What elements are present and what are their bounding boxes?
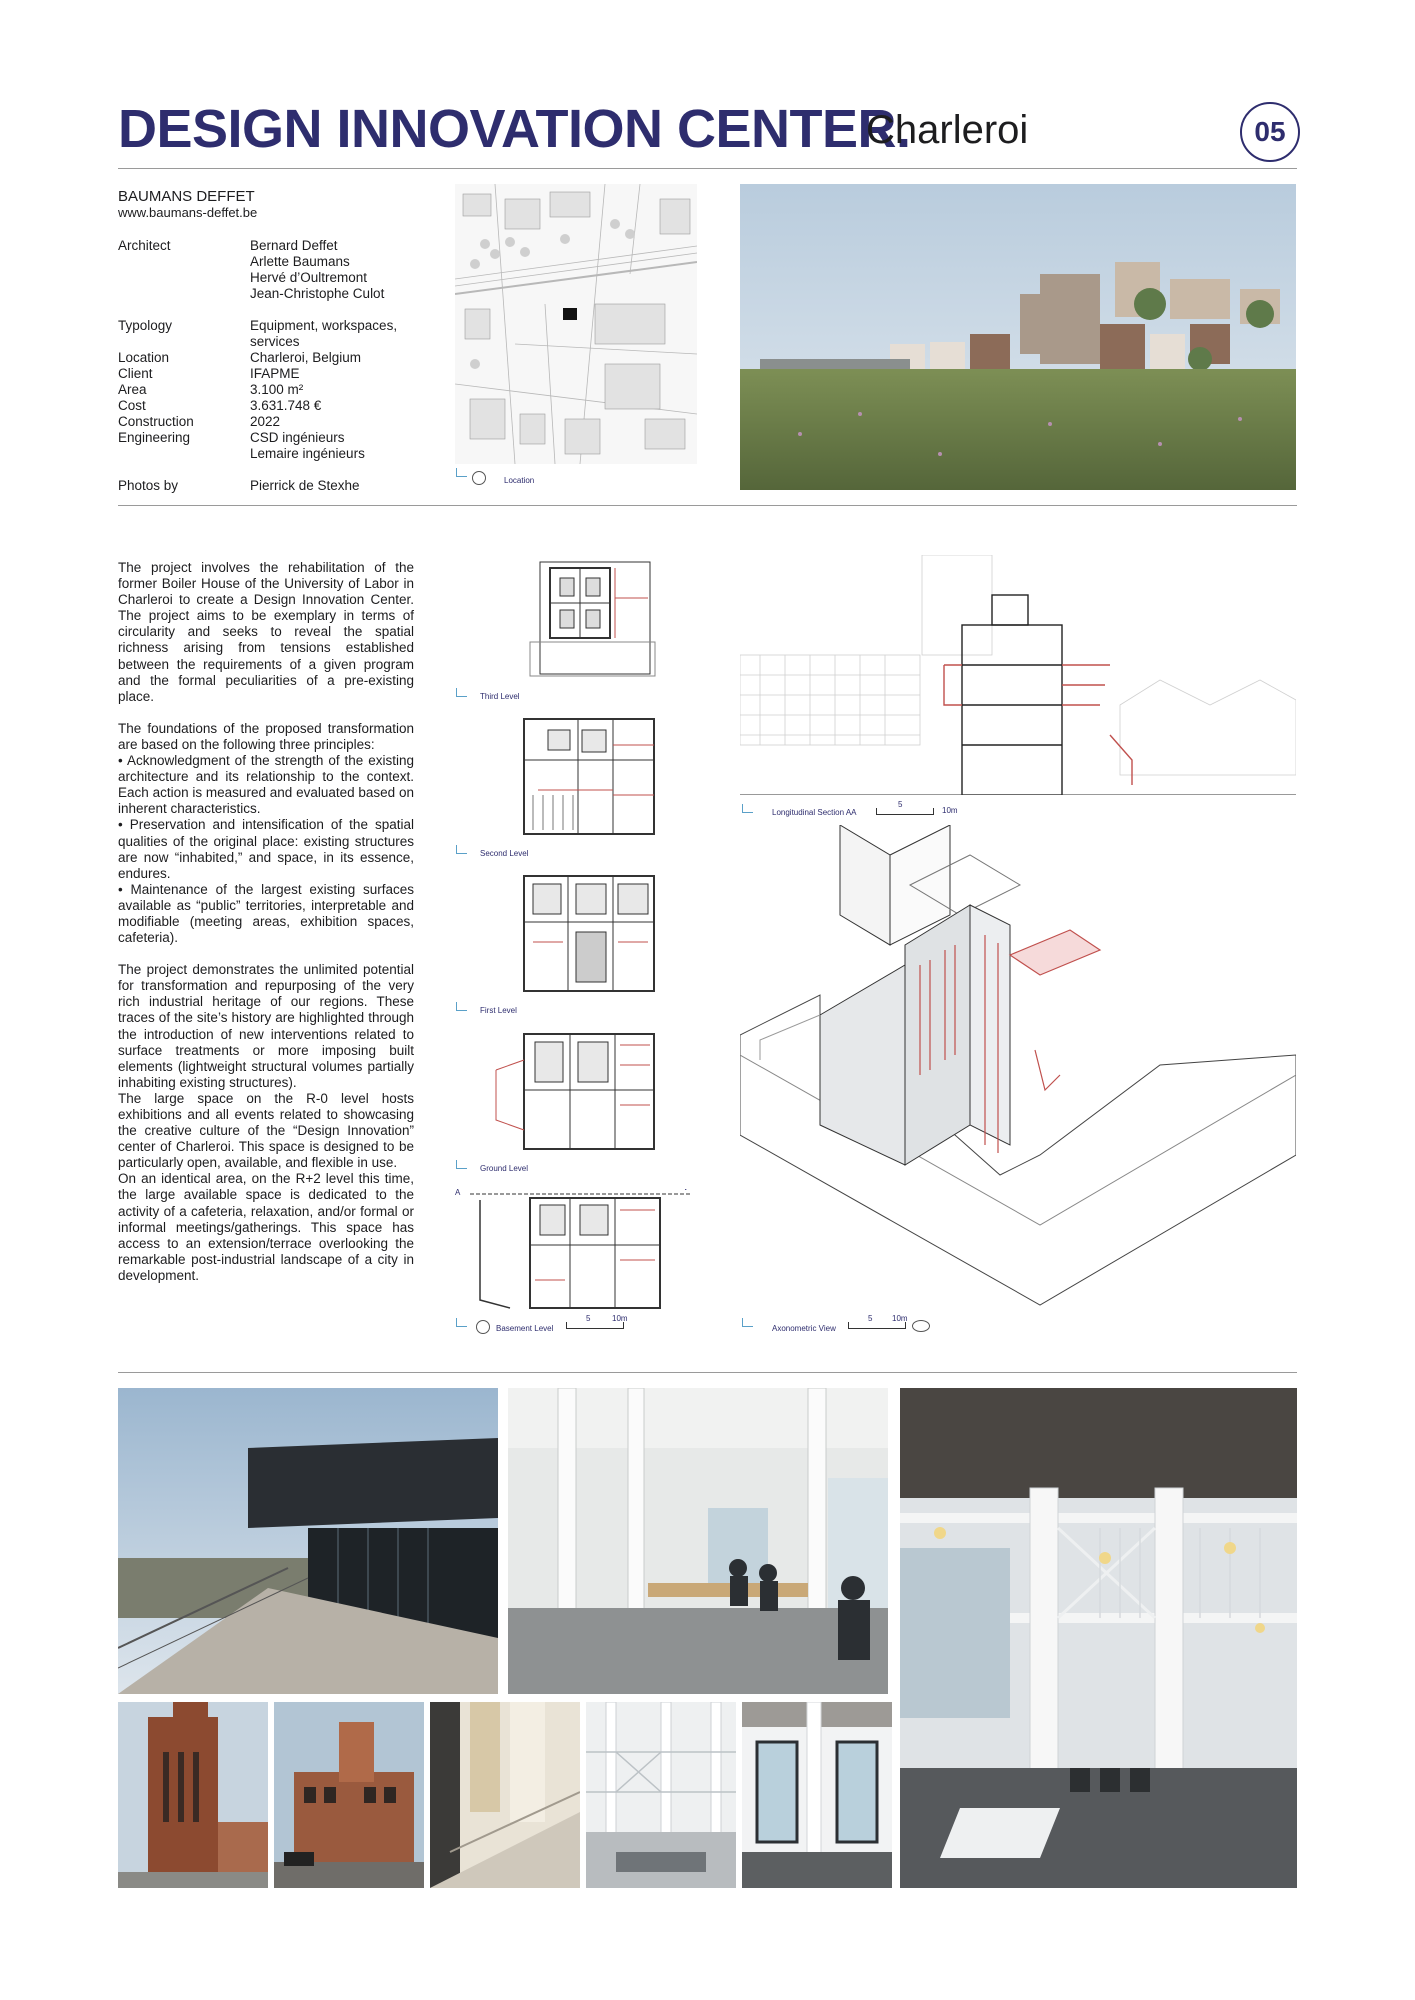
description-paragraph-3: The project demonstrates the unlimited potential for transformation and repurposing of the very rich industrial heritage of our regions. These traces of the site’s history are highlighted through the introduction of new interventions related to surface treatments or more imposing built elements (lightweight structural volumes partially inhabiting existing structures). — [118, 962, 414, 1090]
project-description — [118, 560, 414, 1284]
photo-exterior-street — [274, 1702, 424, 1888]
project-info-table — [118, 238, 448, 494]
photo-interior-stair — [430, 1702, 580, 1888]
info-value: IFAPME — [250, 366, 300, 381]
plan-first-level — [518, 872, 668, 997]
plan-second-level — [518, 715, 668, 840]
north-arrow-icon — [472, 471, 486, 485]
scale-bar — [566, 1322, 624, 1329]
description-paragraph-4: The large space on the R-0 level hosts exhibitions and all events related to showcasing the creative culture of the “Design Innovation” center of Charleroi. This space is designed to be particularly open, available, and flexible in use. — [118, 1090, 414, 1171]
scale-bar-end: 10m — [612, 1314, 628, 1323]
info-row-architect — [118, 238, 448, 302]
photo-interior-structure — [586, 1702, 736, 1888]
caption-hook — [742, 1318, 753, 1327]
scale-bar-end: 10m — [942, 806, 958, 815]
caption-hook — [742, 804, 753, 813]
north-arrow-icon — [912, 1320, 930, 1332]
caption-second-level: Second Level — [480, 849, 529, 858]
info-label: Engineering — [118, 430, 191, 445]
plan-third-level — [520, 558, 670, 680]
principle-item: • Acknowledgment of the strength of the existing architecture and its relationship to the context. Each action is measured and evaluated based on inherent characteristics. — [118, 753, 414, 817]
info-value-line: Jean-Christophe Culot — [250, 286, 385, 301]
info-row-typology — [118, 318, 448, 350]
info-value-line: Equipment, workspaces, — [250, 318, 398, 333]
scale-bar-mid: 5 — [898, 800, 903, 809]
photo-interior-hall — [900, 1388, 1297, 1888]
scale-bar-mid: 5 — [868, 1314, 873, 1323]
page-number-badge: 05 — [1240, 102, 1300, 162]
info-value: 3.100 m² — [250, 382, 304, 397]
description-paragraph-2: The foundations of the proposed transformation are based on the following three principles: — [118, 720, 414, 752]
scale-bar-mid: 5 — [586, 1314, 591, 1323]
info-label: Typology — [118, 318, 173, 333]
caption-third-level: Third Level — [480, 692, 520, 701]
caption-location: Location — [504, 476, 535, 485]
info-row-engineering — [118, 430, 448, 462]
info-row-area — [118, 382, 448, 398]
scale-bar — [876, 808, 934, 815]
firm-website[interactable]: www.baumans-deffet.be — [118, 205, 258, 220]
caption-ground-level: Ground Level — [480, 1164, 529, 1173]
info-label: Cost — [118, 398, 146, 413]
project-site-marker — [563, 308, 577, 320]
info-row-construction — [118, 414, 448, 430]
caption-section: Longitudinal Section AA — [772, 808, 857, 817]
photo-interior-people — [508, 1388, 888, 1694]
info-value-line: Bernard Deffet — [250, 238, 338, 253]
page-title: DESIGN INNOVATION CENTER. — [118, 99, 911, 159]
info-label: Area — [118, 382, 147, 397]
caption-axonometric: Axonometric View — [772, 1324, 836, 1333]
caption-hook — [456, 1160, 467, 1169]
info-label: Photos by — [118, 478, 179, 493]
scale-bar-end: 10m — [892, 1314, 908, 1323]
north-arrow-icon — [476, 1320, 490, 1334]
info-row-location — [118, 350, 448, 366]
info-value — [250, 318, 448, 350]
caption-hook — [456, 468, 467, 477]
info-row-photos — [118, 478, 448, 494]
caption-hook — [456, 1002, 467, 1011]
caption-hook — [456, 688, 467, 697]
photo-terrace — [118, 1388, 498, 1694]
axonometric-drawing — [740, 825, 1296, 1315]
location-map — [455, 184, 697, 464]
info-value — [250, 238, 448, 302]
caption-first-level: First Level — [480, 1006, 517, 1015]
info-divider — [118, 505, 1297, 506]
info-value-line: services — [250, 334, 300, 349]
info-label: Construction — [118, 414, 194, 429]
caption-hook — [456, 1318, 467, 1327]
info-label: Architect — [118, 238, 171, 253]
info-label: Client — [118, 366, 153, 381]
info-value: 2022 — [250, 414, 281, 429]
info-label: Location — [118, 350, 170, 365]
photo-exterior-tower — [118, 1702, 268, 1888]
plan-ground-level — [490, 1030, 670, 1155]
caption-hook — [456, 845, 467, 854]
info-value-line: Arlette Baumans — [250, 254, 350, 269]
info-value-line: CSD ingénieurs — [250, 430, 345, 445]
firm-name: BAUMANS DEFFET — [118, 188, 255, 205]
section-mark-left: A — [455, 1188, 461, 1197]
info-row-cost — [118, 398, 448, 414]
section-drawing — [740, 555, 1296, 795]
principle-item: • Maintenance of the largest existing surfaces available as “public” territories, interpretable and modifiable (meeting areas, exhibition spaces, cafeteria). — [118, 882, 414, 946]
info-value: Pierrick de Stexhe — [250, 478, 360, 493]
hero-photo-landscape — [740, 184, 1296, 490]
caption-basement-level: Basement Level — [496, 1324, 554, 1333]
description-paragraph-5: On an identical area, on the R+2 level this time, the large available space is dedicated to the activity of a cafeteria, relaxation, and/or formal or informal meetings/gatherings. This space has access to an extension/terrace overlooking the remarkable post-industrial landscape of a city in development. — [118, 1171, 414, 1283]
info-value-line: Hervé d’Oultremont — [250, 270, 368, 285]
info-value-line: Lemaire ingénieurs — [250, 446, 365, 461]
principles-list — [118, 753, 414, 946]
info-value — [250, 430, 448, 462]
info-value: 3.631.748 € — [250, 398, 322, 413]
photo-section-divider — [118, 1372, 1297, 1373]
header-divider — [118, 168, 1297, 169]
info-row-client — [118, 366, 448, 382]
photo-interior-windows — [742, 1702, 892, 1888]
description-paragraph-1: The project involves the rehabilitation of the former Boiler House of the University of Labor in Charleroi to create a Design Innovation Center. The project aims to be exemplary in terms of circularity and seeks to reveal the spatial richness arising from tensions established between the requirements of a given program and the formal peculiarities of a pre-existing place. — [118, 560, 414, 704]
plan-basement-level — [470, 1190, 690, 1315]
page-subtitle-city: Charleroi — [866, 108, 1029, 152]
info-value: Charleroi, Belgium — [250, 350, 362, 365]
scale-bar — [848, 1322, 906, 1329]
principle-item: • Preservation and intensification of the spatial qualities of the original place: existing structures are now “inhabited,” and space, in its essence, endures. — [118, 817, 414, 881]
